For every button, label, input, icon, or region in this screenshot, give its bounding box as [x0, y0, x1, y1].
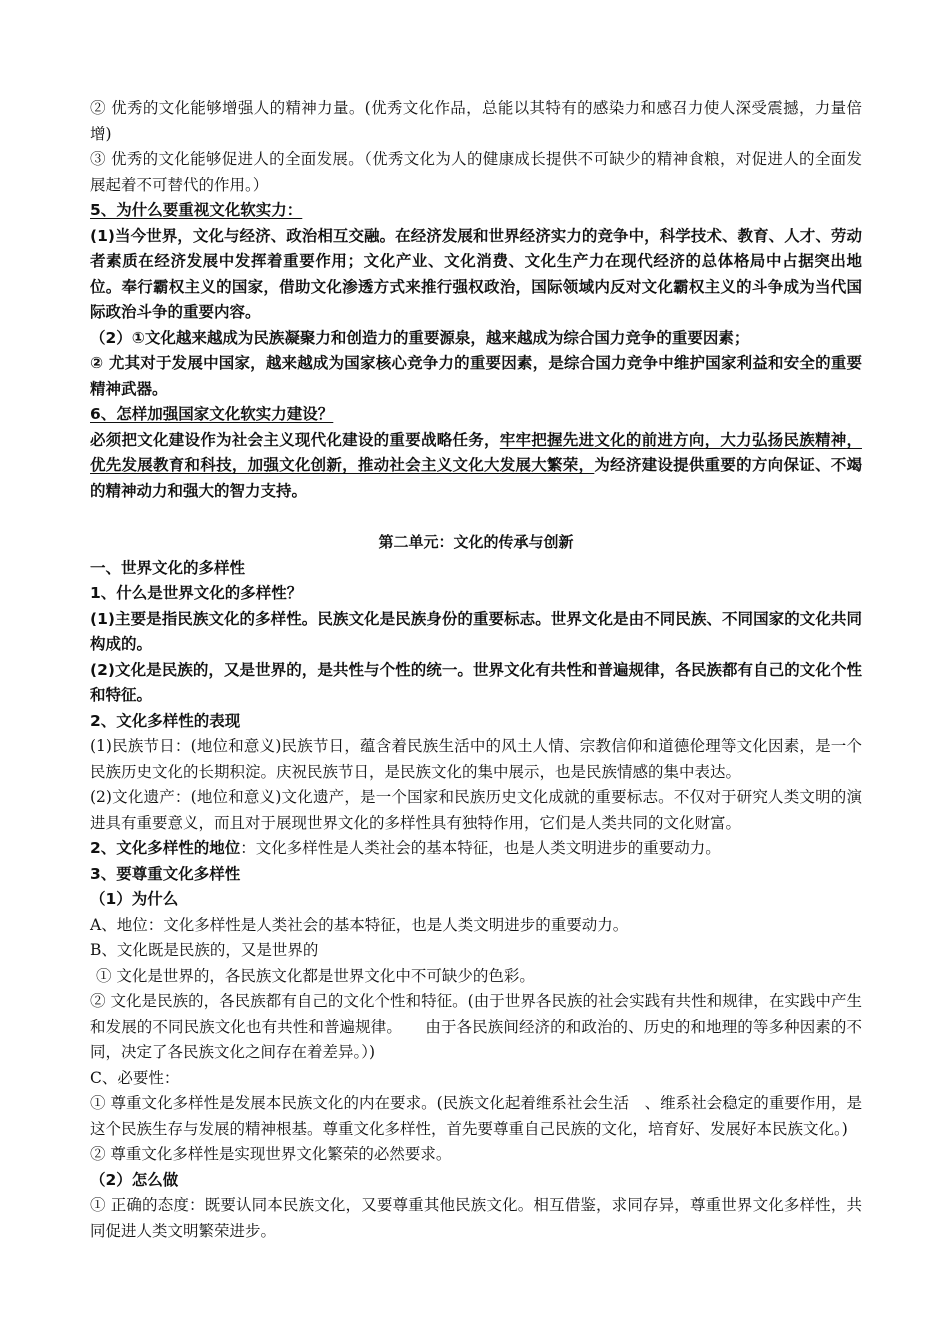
unit-title: 第二单元：文化的传承与创新 [378, 533, 574, 551]
paragraph: (1)主要是指民族文化的多样性。民族文化是民族身份的重要标志。世界文化是由不同民族、不同国家的文化共同构成的。 [90, 609, 862, 653]
subheading-inline: 2、文化多样性的地位 [90, 839, 241, 857]
document-page [90, 96, 862, 1244]
paragraph: ② 尊重文化多样性是实现世界文化繁荣的必然要求。 [90, 1145, 452, 1163]
text-run: 必须把文化建设作为社会主义现代化建设的重要战略任务， [90, 430, 500, 449]
paragraph: (1)当今世界，文化与经济、政治相互交融。在经济发展和世界经济实力的竞争中，科学技术、教育、人才、劳动者素质在经济发展中发挥着重要作用；文化产业、文化消费、文化生产力在现代经济的总体格局中占据突出地位。奉行霸权主义的国家，借助文化渗透方式来推行强权政治，国际领域内反对文化霸权主义的斗争成为当代国际政治斗争的重要内容。 [90, 226, 862, 321]
paragraph: ② 尤其对于发展中国家，越来越成为国家核心竞争力的重要因素，是综合国力竞争中维护国家利益和安全的重要精神武器。 [90, 354, 862, 398]
question-heading: 6、怎样加强国家文化软实力建设？ [90, 405, 334, 423]
underlined-text: 牢牢把握先进文化的前进方向，大力弘扬民族精神，优先发展教育和科技，加强文化创新，推动社会主义文化大发展大繁荣， [90, 430, 862, 474]
paragraph: ② 优秀的文化能够增强人的精神力量。(优秀文化作品，总能以其特有的感染力和感召力使人深受震撼，力量倍增) [90, 99, 862, 143]
subheading: 1、什么是世界文化的多样性？ [90, 584, 303, 602]
subheading: （2）怎么做 [90, 1170, 179, 1189]
subheading: 3、要尊重文化多样性 [90, 864, 241, 883]
subheading: （1）为什么 [90, 890, 179, 908]
subheading: 2、文化多样性的表现 [90, 711, 241, 730]
paragraph: B、文化既是民族的，又是世界的 [90, 941, 319, 959]
text-run: 为经济建设提供重要的方向保证、不竭的精神动力和强大的智力支持。 [90, 456, 862, 500]
section-heading: 一、世界文化的多样性 [90, 558, 246, 577]
paragraph: ① 正确的态度：既要认同本民族文化，又要尊重其他民族文化。相互借鉴，求同存异，尊重世界文化多样性，共同促进人类文明繁荣进步。 [90, 1196, 862, 1240]
paragraph: （2）①文化越来越成为民族凝聚力和创造力的重要源泉，越来越成为综合国力竞争的重要因素； [90, 328, 750, 347]
paragraph: C、必要性： [90, 1068, 180, 1087]
paragraph: ① 尊重文化多样性是发展本民族文化的内在要求。(民族文化起着维系社会生活 、维系社会稳定的重要作用，是这个民族生存与发展的精神根基。尊重文化多样性，首先要尊重自己民族的文化，培育好、发展好本民族文化。) [90, 1094, 862, 1138]
paragraph [90, 428, 862, 505]
paragraph: (2)文化遗产：(地位和意义)文化遗产，是一个国家和民族历史文化成就的重要标志。不仅对于研究人类文明的演进具有重要意义，而且对于展现世界文化的多样性具有独特作用，它们是人类共同的文化财富。 [90, 788, 862, 832]
paragraph: (1)民族节日：(地位和意义)民族节日，蕴含着民族生活中的风土人情、宗教信仰和道德伦理等文化因素，是一个民族历史文化的长期积淀。庆祝民族节日，是民族文化的集中展示，也是民族情感的集中表达。 [90, 737, 862, 781]
question-heading: 5、为什么要重视文化软实力： [90, 201, 303, 219]
text-run: ：文化多样性是人类社会的基本特征，也是人类文明进步的重要动力。 [240, 839, 721, 857]
paragraph: A、地位：文化多样性是人类社会的基本特征，也是人类文明进步的重要动力。 [90, 915, 629, 934]
paragraph: ① 文化是世界的，各民族文化都是世界文化中不可缺少的色彩。 [96, 966, 535, 985]
paragraph: (2)文化是民族的，又是世界的，是共性与个性的统一。世界文化有共性和普遍规律，各民族都有自己的文化个性和特征。 [90, 660, 862, 704]
paragraph: ② 文化是民族的，各民族都有自己的文化个性和特征。(由于世界各民族的社会实践有共性和规律，在实践中产生和发展的不同民族文化也有共性和普遍规律。 由于各民族间经济的和政治的、历史的和地理的等多种因素的不同，决定了各民族文化之间存在着差异。）) [90, 992, 862, 1061]
paragraph [90, 836, 862, 862]
paragraph: ③ 优秀的文化能够促进人的全面发展。（优秀文化为人的健康成长提供不可缺少的精神食粮，对促进人的全面发展起着不可替代的作用。） [90, 150, 862, 194]
